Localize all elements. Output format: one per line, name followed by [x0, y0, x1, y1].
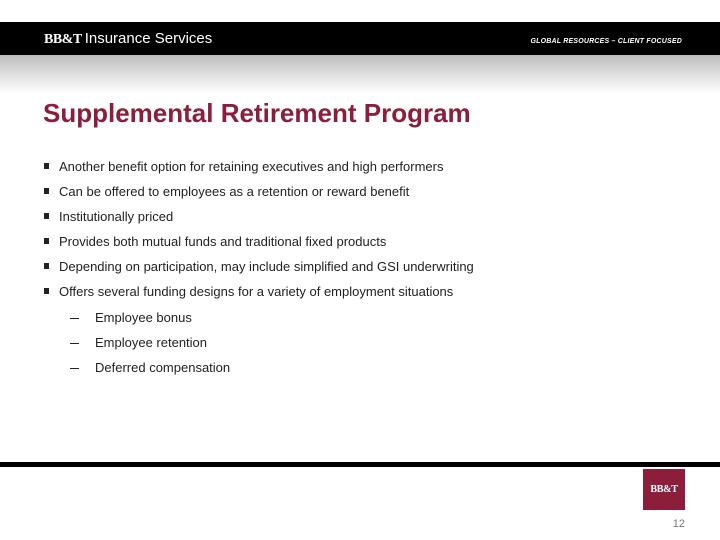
bullet-list — [44, 158, 474, 308]
square-bullet-icon — [44, 238, 49, 244]
dash-bullet-icon — [70, 368, 79, 369]
bullet-item — [44, 208, 474, 233]
header-gradient — [0, 55, 720, 93]
sub-bullet-text: Employee bonus — [95, 310, 192, 325]
footer-logo-text: BB&T — [650, 484, 678, 495]
bullet-item — [44, 258, 474, 283]
brand-service: Insurance Services — [84, 30, 213, 47]
dash-bullet-icon — [70, 343, 79, 344]
square-bullet-icon — [44, 263, 49, 269]
sub-bullet-item — [70, 359, 230, 384]
square-bullet-icon — [44, 288, 49, 294]
bullet-item — [44, 158, 474, 183]
dash-bullet-icon — [70, 318, 79, 319]
sub-bullet-list — [70, 309, 230, 384]
square-bullet-icon — [44, 163, 49, 169]
brand-logo — [44, 30, 212, 49]
bullet-item — [44, 233, 474, 258]
sub-bullet-text: Employee retention — [95, 335, 208, 350]
header-tagline: GLOBAL RESOURCES – CLIENT FOCUSED — [530, 38, 682, 45]
sub-bullet-item — [70, 334, 230, 359]
brand-name: BB&T — [44, 32, 82, 47]
sub-bullet-text: Deferred compensation — [95, 360, 231, 375]
bullet-text: Another benefit option for retaining executives and high performers — [59, 159, 444, 174]
bullet-item — [44, 283, 474, 308]
footer-bar — [0, 462, 720, 467]
slide-title: Supplemental Retirement Program — [43, 98, 471, 128]
bullet-text: Depending on participation, may include simplified and GSI underwriting — [59, 259, 474, 274]
bullet-item — [44, 183, 474, 208]
bullet-text: Institutionally priced — [59, 209, 174, 224]
square-bullet-icon — [44, 188, 49, 194]
bullet-text: Provides both mutual funds and traditional fixed products — [59, 234, 387, 249]
footer-logo — [643, 469, 685, 510]
page-number: 12 — [672, 518, 685, 530]
square-bullet-icon — [44, 213, 49, 219]
bullet-text: Can be offered to employees as a retention or reward benefit — [59, 184, 410, 199]
sub-bullet-item — [70, 309, 230, 334]
bullet-text: Offers several funding designs for a variety of employment situations — [59, 284, 454, 299]
